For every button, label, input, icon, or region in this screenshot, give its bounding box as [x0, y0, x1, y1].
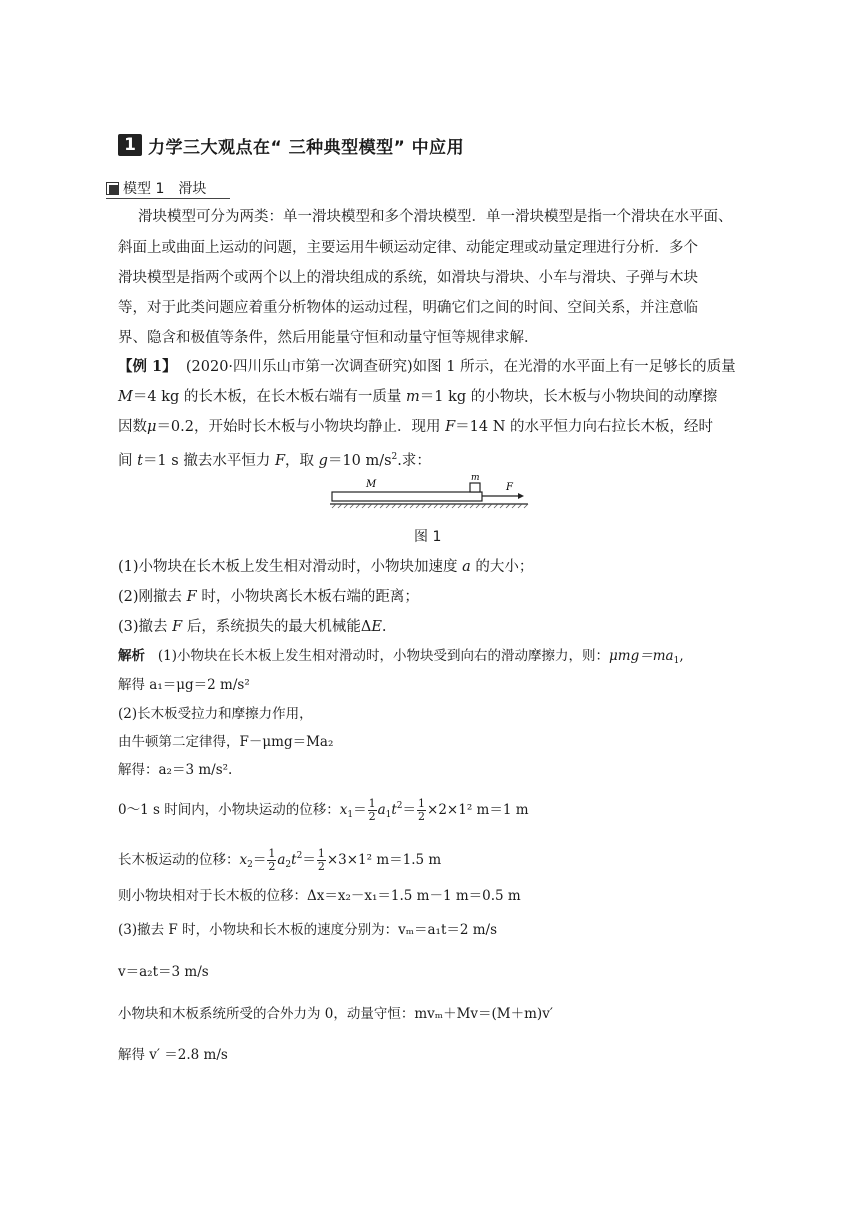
example-line-1: 【例 1】 (2020·四川乐山市第一次调查研究)如图 1 所示，在光滑的水平面上有一足够长的质量 [118, 358, 736, 375]
long-board-shape [332, 492, 482, 501]
solution-line-7: 长木板运动的位移：$x_2=$ $\frac{1}{2}$ $a_2t^2=$ $\frac{1}{2}$ ×3×1² m＝1.5 m [118, 847, 442, 873]
label-M: M [366, 479, 377, 490]
example-line-3: 因数μ＝0.2，开始时长木板与小物块均静止．现用 F＝14 N 的水平恒力向右拉长木板，经时 [118, 419, 714, 435]
section-number-badge: 1 [118, 134, 142, 156]
solution-label: 解析 [118, 648, 145, 664]
figure-caption: 图 1 [414, 529, 442, 545]
solution-line-3: (2)长木板受拉力和摩擦力作用， [118, 706, 313, 722]
solution-line-12: 解得 v′ ＝2.8 m/s [118, 1047, 228, 1063]
label-m: m [471, 473, 480, 483]
solution-line-1: 解析 (1)小物块在长木板上发生相对滑动时，小物块受到向右的滑动摩擦力，则：$\mu mg=ma_1$, [118, 648, 684, 666]
question-2: (2)刚撤去 F 时，小物块离长木板右端的距离； [118, 589, 419, 605]
intro-line-1: 滑块模型可分为两类：单一滑块模型和多个滑块模型．单一滑块模型是指一个滑块在水平面、 [138, 209, 733, 225]
solution-line-10: v＝a₂t＝3 m/s [118, 964, 209, 980]
solution-line-5: 解得：a₂＝3 m/s². [118, 762, 233, 778]
intro-line-5: 界、隐含和极值等条件，然后用能量守恒和动量守恒等规律求解． [118, 330, 539, 346]
square-bullet-icon [106, 182, 119, 195]
label-F: F [506, 482, 513, 493]
solution-line-8: 则小物块相对于长木板的位移：Δx＝x₂－x₁＝1.5 m－1 m＝0.5 m [118, 888, 521, 904]
solution-line-9: (3)撤去 F 时，小物块和长木板的速度分别为：vₘ＝a₁t＝2 m/s [118, 922, 498, 938]
question-1: (1)小物块在长木板上发生相对滑动时，小物块加速度 a 的大小； [118, 559, 534, 575]
model-name: 滑块 [178, 181, 207, 197]
model-label: 模型 1 [123, 181, 165, 197]
intro-line-3: 滑块模型是指两个或两个以上的滑块组成的系统，如滑块与滑块、小车与滑块、子弹与木块 [118, 270, 698, 286]
example-line-4: 间 t＝1 s 撤去水平恒力 F，取 g＝10 $m/s^2$.求： [118, 452, 431, 469]
example-line-2: M＝4 kg 的长木板，在长木板右端有一质量 m＝1 kg 的小物块，长木板与小物块间的动摩擦 [118, 389, 718, 405]
force-arrow-icon [518, 493, 524, 499]
board-block-diagram [328, 470, 532, 510]
solution-line-11: 小物块和木板系统所受的合外力为 0，动量守恒：mvₘ＋Mv＝(M＋m)v′ [118, 1006, 553, 1022]
model-heading [106, 178, 230, 199]
intro-line-2: 斜面上或曲面上运动的问题，主要运用牛顿运动定律、动能定理或动量定理进行分析．多个 [118, 240, 698, 256]
small-block-shape [470, 483, 480, 492]
solution-line-6: 0～1 s 时间内，小物块运动的位移：$x_1=$ $\frac{1}{2}$ $a_1t^2=$ $\frac{1}{2}$ ×2×1² m＝1 m [118, 797, 529, 823]
section-title-text: 力学三大观点在“ 三种典型模型” 中应用 [148, 137, 465, 158]
question-3: (3)撤去 F 后，系统损失的最大机械能ΔE. [118, 619, 387, 635]
example-label: 【例 1】 [118, 358, 177, 375]
intro-line-4: 等，对于此类问题应着重分析物体的运动过程，明确它们之间的时间、空间关系，并注意临 [118, 300, 698, 316]
solution-line-4: 由牛顿第二定律得，F－μmg＝Ma₂ [118, 734, 334, 750]
section-title [118, 132, 464, 158]
solution-line-2: 解得 a₁＝μg＝2 m/s² [118, 677, 250, 693]
